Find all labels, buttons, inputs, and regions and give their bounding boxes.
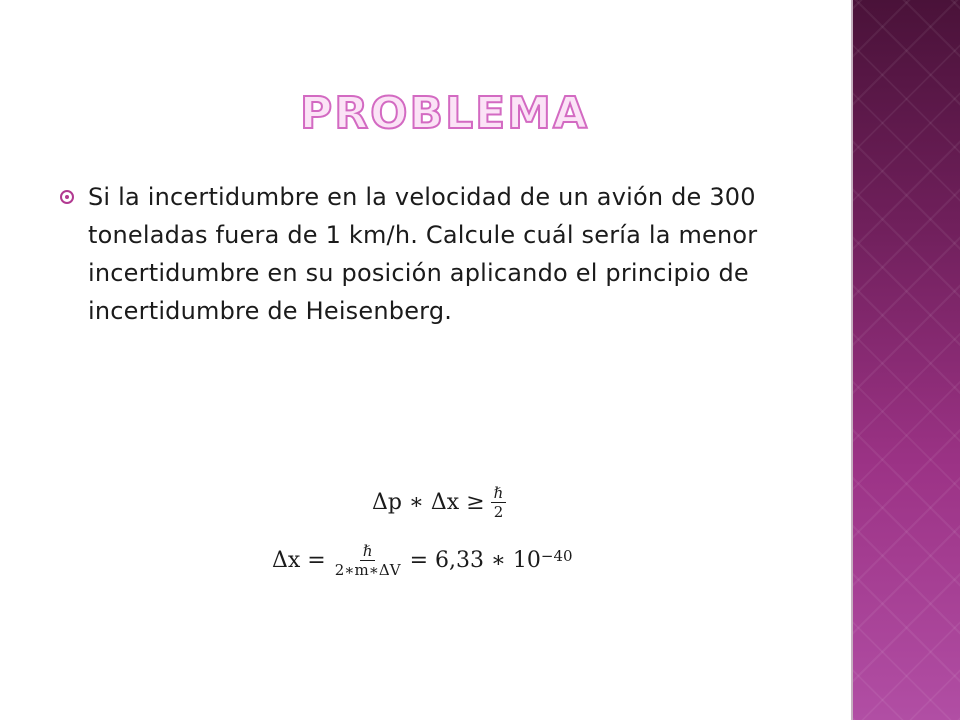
result-exponent: −40 bbox=[540, 547, 573, 565]
position-uncertainty-equation bbox=[272, 532, 573, 588]
bullet-list bbox=[60, 178, 820, 330]
fraction-denominator: 2 bbox=[493, 502, 504, 521]
equation-left: Δx = bbox=[272, 547, 326, 573]
fraction-numerator: ℏ bbox=[360, 542, 376, 561]
decorative-sidebar bbox=[853, 0, 960, 720]
problem-text: Si la incertidumbre en la velocidad de un avión de 300 toneladas fuera de 1 km/h. Calcule cuál sería la menor incertidumbre en su posición aplicando el principio de incertidumbre de Heisenberg. bbox=[88, 183, 758, 325]
bullet-item bbox=[60, 178, 820, 330]
uncertainty-inequality bbox=[372, 478, 512, 526]
circle-dot-bullet-icon bbox=[60, 190, 74, 204]
fraction-denominator: 2∗m∗ΔV bbox=[334, 560, 401, 579]
slide-title: PROBLEMA bbox=[300, 88, 590, 139]
equation-result: = 6,33 ∗ 10 bbox=[409, 547, 541, 573]
hbar-over-two-fraction bbox=[491, 484, 507, 521]
fraction-numerator: ℏ bbox=[491, 484, 507, 503]
hbar-over-2m-dv-fraction bbox=[332, 542, 404, 579]
inequality-left: Δp ∗ Δx ≥ bbox=[372, 489, 485, 515]
